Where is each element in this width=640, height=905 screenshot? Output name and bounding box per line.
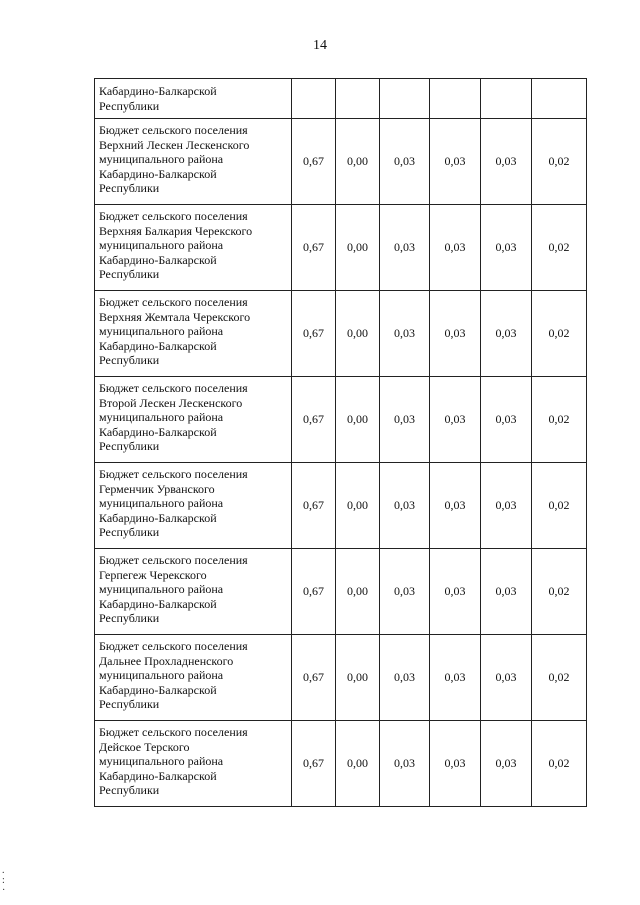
value-cell-5: 0,03 [481,463,532,549]
budget-name-cell [95,721,292,807]
table-row [95,635,587,721]
budget-name-line: Республики [99,611,160,625]
value-cell-2: 0,00 [336,463,380,549]
budget-name-cell [95,119,292,205]
budget-name-line: Бюджет сельского поселения [99,639,248,653]
value-cell-6: 0,02 [532,291,587,377]
budget-name-line: Кабардино-Балкарской [99,166,217,181]
table-row [95,119,587,205]
budget-name-cell [95,205,292,291]
budget-name-line: Бюджет сельского поселения [99,553,248,567]
budget-name-line: Кабардино-Балкарской [99,84,217,98]
budget-name-line: Кабардино-Балкарской [99,596,217,611]
value-cell-3: 0,03 [380,463,430,549]
value-cell-5: 0,03 [481,377,532,463]
budget-name-line: Республики [99,525,160,539]
budget-name-line: Бюджет сельского поселения [99,725,248,739]
budget-name-line: Республики [99,697,160,711]
budget-name-line: Кабардино-Балкарской [99,768,217,783]
value-cell-2: 0,00 [336,549,380,635]
budget-name-line: Республики [99,783,160,797]
budget-name-line: Республики [99,98,160,113]
table-row [95,549,587,635]
value-cell-3: 0,03 [380,635,430,721]
value-cell-6: 0,02 [532,119,587,205]
budget-name-line: муниципального района [99,754,224,768]
value-cell-6: 0,02 [532,377,587,463]
table-row [95,463,587,549]
value-cell-5: 0,03 [481,205,532,291]
value-cell-3: 0,03 [380,377,430,463]
budget-name-line: муниципального района [99,668,224,682]
value-cell-4: 0,03 [430,463,481,549]
table-row [95,205,587,291]
value-cell-6: 0,02 [532,549,587,635]
budget-name-line: Герменчик Урванского [99,481,215,496]
value-cell-4: 0,03 [430,377,481,463]
budget-name-line: Верхняя Балкария Черекского [99,223,253,238]
value-cell-3: 0,03 [380,721,430,807]
value-cell-5: 0,03 [481,635,532,721]
budget-name-line: Кабардино-Балкарской [99,510,217,525]
budget-name-line: Дальнее Прохладненского [99,653,234,668]
value-cell-3: 0,03 [380,291,430,377]
value-cell-1: 0,67 [292,291,336,377]
budget-name-cell [95,463,292,549]
budget-name-line: Кабардино-Балкарской [99,252,217,267]
budget-name-line: Герпегеж Черекского [99,567,207,582]
value-cell-3 [380,79,430,119]
table-row [95,377,587,463]
value-cell-5: 0,03 [481,549,532,635]
budget-name-line: Кабардино-Балкарской [99,338,217,353]
value-cell-4 [430,79,481,119]
value-cell-4: 0,03 [430,205,481,291]
budget-name-cell [95,291,292,377]
value-cell-6: 0,02 [532,721,587,807]
value-cell-2: 0,00 [336,721,380,807]
table-row [95,721,587,807]
budget-name-line: Республики [99,181,160,195]
value-cell-4: 0,03 [430,549,481,635]
value-cell-6: 0,02 [532,463,587,549]
page-number: 14 [313,38,327,53]
value-cell-4: 0,03 [430,635,481,721]
budget-name-line: Кабардино-Балкарской [99,682,217,697]
value-cell-1: 0,67 [292,721,336,807]
budget-name-cell [95,377,292,463]
value-cell-5: 0,03 [481,291,532,377]
value-cell-5: 0,03 [481,721,532,807]
value-cell-2: 0,00 [336,205,380,291]
budget-name-line: Второй Лескен Лескенского [99,395,243,410]
budget-name-line: Республики [99,267,160,281]
value-cell-1: 0,67 [292,205,336,291]
value-cell-2: 0,00 [336,291,380,377]
table-row [95,291,587,377]
value-cell-3: 0,03 [380,119,430,205]
budget-name-line: муниципального района [99,152,224,166]
value-cell-2: 0,00 [336,635,380,721]
value-cell-4: 0,03 [430,119,481,205]
value-cell-1: 0,67 [292,549,336,635]
budget-name-line: муниципального района [99,496,224,510]
budget-name-line: Бюджет сельского поселения [99,209,248,223]
budget-name-line: Республики [99,353,160,367]
value-cell-4: 0,03 [430,291,481,377]
budget-name-cell [95,549,292,635]
value-cell-2: 0,00 [336,119,380,205]
budget-name-line: Республики [99,439,160,453]
budget-name-line: муниципального района [99,324,224,338]
scan-margin-mark: . : · [2,865,6,896]
budget-name-cell [95,79,292,119]
budget-name-line: муниципального района [99,410,224,424]
value-cell-1: 0,67 [292,635,336,721]
budget-name-line: Верхний Лескен Лескенского [99,137,250,152]
value-cell-3: 0,03 [380,549,430,635]
value-cell-1 [292,79,336,119]
budget-name-cell [95,635,292,721]
budget-name-line: муниципального района [99,582,224,596]
budget-name-line: Бюджет сельского поселения [99,123,248,137]
value-cell-3: 0,03 [380,205,430,291]
value-cell-4: 0,03 [430,721,481,807]
budget-name-line: Дейское Терского [99,739,190,754]
budget-name-line: Бюджет сельского поселения [99,295,248,309]
value-cell-6 [532,79,587,119]
budget-name-line: муниципального района [99,238,224,252]
value-cell-2 [336,79,380,119]
table-row [95,79,587,119]
value-cell-1: 0,67 [292,463,336,549]
value-cell-5: 0,03 [481,119,532,205]
value-cell-6: 0,02 [532,205,587,291]
value-cell-1: 0,67 [292,377,336,463]
value-cell-2: 0,00 [336,377,380,463]
value-cell-6: 0,02 [532,635,587,721]
value-cell-1: 0,67 [292,119,336,205]
budget-name-line: Кабардино-Балкарской [99,424,217,439]
budget-name-line: Бюджет сельского поселения [99,467,248,481]
budget-distribution-table [94,78,587,807]
budget-name-line: Верхняя Жемтала Черекского [99,309,251,324]
budget-name-line: Бюджет сельского поселения [99,381,248,395]
value-cell-5 [481,79,532,119]
